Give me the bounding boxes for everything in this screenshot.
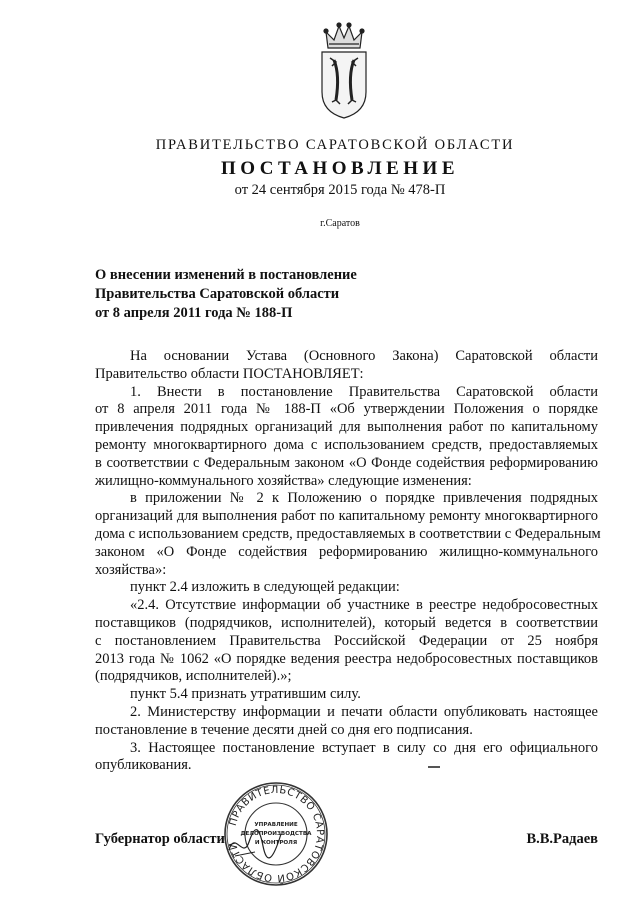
coat-of-arms-icon xyxy=(318,20,370,120)
body-line: На основании Устава (Основного Закона) Саратовской области xyxy=(130,348,598,364)
document-city: г.Саратов xyxy=(320,218,360,229)
body-line: организаций для выполнения работ по капитальному ремонту многоквартирного xyxy=(95,508,598,525)
body-line: законом «О Фонде содействия реформированию жилищно-коммунального xyxy=(95,543,598,560)
body-line: Правительство области ПОСТАНОВЛЯЕТ: xyxy=(95,365,364,382)
signature-block xyxy=(95,831,598,853)
body-line: от 8 апреля 2011 года № 188-П «Об утверждении Положения о порядке xyxy=(95,401,598,418)
body-line: 3. Настоящее постановление вступает в силу со дня его официального xyxy=(130,739,598,756)
body-line: (подрядчиков, исполнителей).»; xyxy=(95,668,292,685)
body-line: привлечения подрядных организаций для выполнения работ по капитальному xyxy=(95,419,598,436)
body-line: опубликования. xyxy=(95,757,192,774)
handwritten-signature xyxy=(225,820,285,870)
signatory-name: В.В.Радаев xyxy=(526,831,598,847)
body-line: дома с использованием средств, предоставляемых в соответствии с Федеральным xyxy=(95,525,601,542)
document-date-number: от 24 сентября 2015 года № 478-П xyxy=(234,182,446,198)
stamp-inner-line: И КОНТРОЛЯ xyxy=(254,840,298,846)
stamp-inner-line: ДЕЛОПРОИЗВОДСТВА xyxy=(240,831,312,837)
body-line: 2013 года № 1062 «О порядке ведения реестра недобросовестных поставщиков xyxy=(95,650,598,667)
body-line: пункт 2.4 изложить в следующей редакции: xyxy=(130,579,400,596)
body-line: жилищно-коммунального хозяйства» следующие изменения: xyxy=(95,472,472,489)
body-line: в соответствии с Федеральным законом «О Фонде содействия реформированию xyxy=(95,454,598,471)
body-line: хозяйства»: xyxy=(95,561,167,578)
subject-line: от 8 апреля 2011 года № 188-П xyxy=(95,305,293,321)
body-line: с постановлением Правительства Российской Федерации от 25 ноября xyxy=(95,632,598,649)
body-line: «2.4. Отсутствие информации об участнике в реестре недобросовестных xyxy=(130,597,598,614)
body-line: 2. Министерству информации и печати области опубликовать настоящее xyxy=(130,703,598,720)
document-subject xyxy=(95,266,415,323)
subject-line: О внесении изменений в постановление xyxy=(95,267,357,283)
body-line: ремонту многоквартирного дома с использованием средств, предоставляемых xyxy=(95,436,598,453)
document-type: ПОСТАНОВЛЕНИЕ xyxy=(220,158,460,179)
body-line: поставщиков (подрядчиков, исполнителей), который ведется в соответствии xyxy=(95,614,598,631)
body-line: постановление в течение десяти дней со дня его подписания. xyxy=(95,721,473,738)
pen-mark xyxy=(428,766,440,768)
signatory-title: Губернатор области xyxy=(95,831,225,847)
government-title: ПРАВИТЕЛЬСТВО САРАТОВСКОЙ ОБЛАСТИ xyxy=(155,137,515,153)
stamp-outer-text: ПРАВИТЕЛЬСТВО САРАТОВСКОЙ ОБЛАСТИ xyxy=(227,784,326,884)
body-line: в приложении № 2 к Положению о порядке привлечения подрядных xyxy=(130,490,598,507)
body-line: 1. Внести в постановление Правительства Саратовской области xyxy=(130,383,598,400)
body-line: пункт 5.4 признать утратившим силу. xyxy=(130,686,361,703)
document-body xyxy=(95,348,601,775)
stamp-inner-line: УПРАВЛЕНИЕ xyxy=(254,822,298,828)
subject-line: Правительства Саратовской области xyxy=(95,286,340,302)
